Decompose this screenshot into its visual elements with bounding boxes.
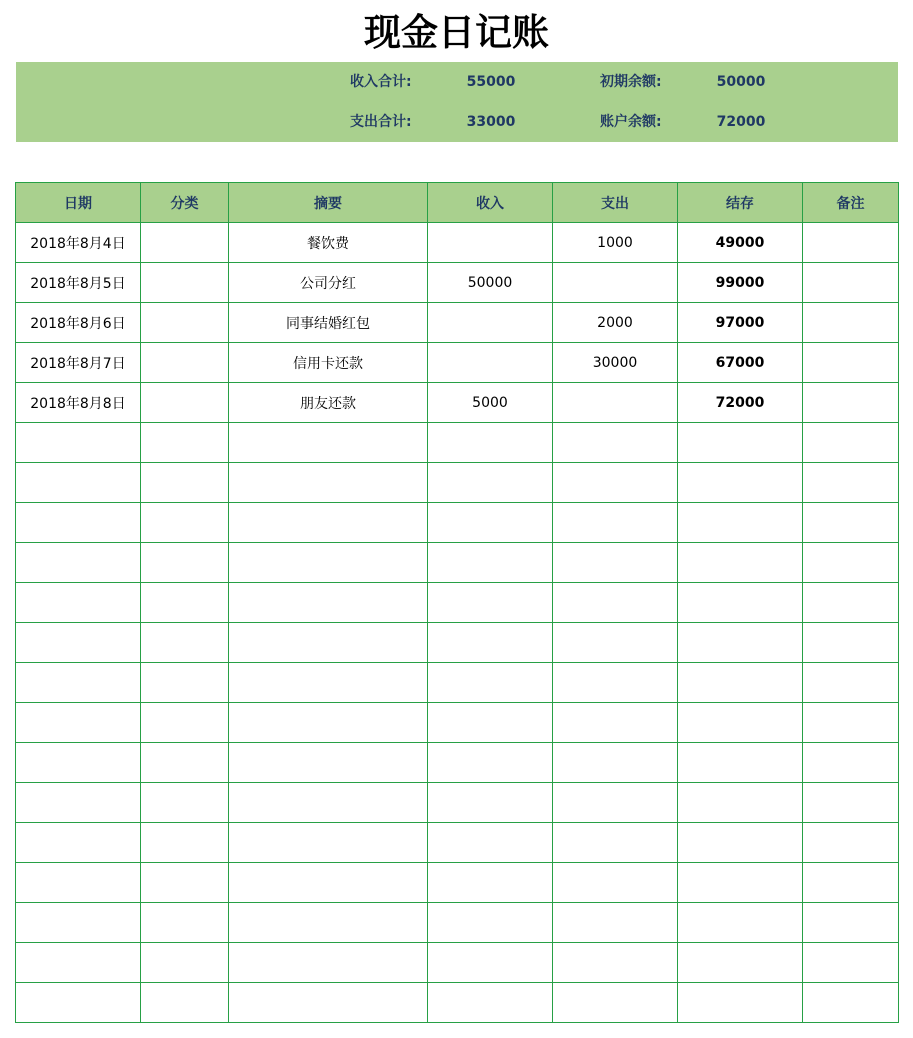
balance-cell[interactable] bbox=[678, 623, 803, 663]
table-row bbox=[16, 623, 899, 663]
remarks-cell[interactable] bbox=[803, 823, 899, 863]
summary-cell[interactable] bbox=[229, 503, 428, 543]
balance-cell[interactable]: 99000 bbox=[678, 263, 803, 303]
expense-cell[interactable] bbox=[553, 463, 678, 503]
header-row bbox=[16, 183, 899, 223]
date-cell[interactable] bbox=[16, 623, 141, 663]
table-row bbox=[16, 983, 899, 1023]
date-cell[interactable] bbox=[16, 863, 141, 903]
remarks-cell[interactable] bbox=[803, 703, 899, 743]
income-cell[interactable] bbox=[428, 223, 553, 263]
table-row bbox=[16, 943, 899, 983]
expense-cell[interactable] bbox=[553, 983, 678, 1023]
category-cell[interactable] bbox=[141, 663, 229, 703]
table-row bbox=[16, 223, 899, 263]
income-cell[interactable] bbox=[428, 343, 553, 383]
expense-total-label: 支出合计: bbox=[350, 114, 412, 130]
summary-panel bbox=[16, 62, 898, 142]
table-row bbox=[16, 463, 899, 503]
expense-cell[interactable] bbox=[553, 503, 678, 543]
summary-cell[interactable] bbox=[229, 663, 428, 703]
income-cell[interactable] bbox=[428, 463, 553, 503]
summary-cell[interactable] bbox=[229, 463, 428, 503]
category-cell[interactable] bbox=[141, 463, 229, 503]
date-cell[interactable] bbox=[16, 703, 141, 743]
summary-cell[interactable] bbox=[229, 623, 428, 663]
summary-cell[interactable] bbox=[229, 703, 428, 743]
remarks-cell[interactable] bbox=[803, 463, 899, 503]
expense-cell[interactable] bbox=[553, 543, 678, 583]
col-header-income[interactable]: 收入 bbox=[428, 183, 553, 223]
expense-cell[interactable]: 1000 bbox=[553, 223, 678, 263]
balance-cell[interactable] bbox=[678, 503, 803, 543]
remarks-cell[interactable] bbox=[803, 303, 899, 343]
table-row bbox=[16, 823, 899, 863]
income-cell[interactable] bbox=[428, 303, 553, 343]
income-cell[interactable] bbox=[428, 743, 553, 783]
expense-cell[interactable] bbox=[553, 903, 678, 943]
date-cell[interactable]: 2018年8月5日 bbox=[16, 263, 141, 303]
category-cell[interactable] bbox=[141, 623, 229, 663]
table-row bbox=[16, 863, 899, 903]
date-cell[interactable] bbox=[16, 743, 141, 783]
table-row bbox=[16, 663, 899, 703]
col-header-category[interactable]: 分类 bbox=[141, 183, 229, 223]
ledger-table bbox=[15, 182, 899, 1023]
balance-cell[interactable]: 97000 bbox=[678, 303, 803, 343]
income-cell[interactable] bbox=[428, 503, 553, 543]
expense-cell[interactable]: 30000 bbox=[553, 343, 678, 383]
category-cell[interactable] bbox=[141, 343, 229, 383]
table-row bbox=[16, 303, 899, 343]
date-cell[interactable] bbox=[16, 583, 141, 623]
date-cell[interactable] bbox=[16, 463, 141, 503]
summary-cell[interactable]: 同事结婚红包 bbox=[229, 303, 428, 343]
expense-cell[interactable] bbox=[553, 943, 678, 983]
summary-cell[interactable]: 信用卡还款 bbox=[229, 343, 428, 383]
income-cell[interactable] bbox=[428, 823, 553, 863]
date-cell[interactable]: 2018年8月4日 bbox=[16, 223, 141, 263]
remarks-cell[interactable] bbox=[803, 263, 899, 303]
income-total-value[interactable]: 55000 bbox=[466, 74, 516, 90]
col-header-expense[interactable]: 支出 bbox=[553, 183, 678, 223]
category-cell[interactable] bbox=[141, 263, 229, 303]
account-balance-value[interactable]: 72000 bbox=[716, 114, 766, 130]
date-cell[interactable] bbox=[16, 503, 141, 543]
balance-cell[interactable] bbox=[678, 823, 803, 863]
page-title: 现金日记账 bbox=[364, 11, 549, 54]
summary-cell[interactable] bbox=[229, 543, 428, 583]
date-cell[interactable] bbox=[16, 423, 141, 463]
balance-cell[interactable] bbox=[678, 983, 803, 1023]
income-cell[interactable]: 5000 bbox=[428, 383, 553, 423]
remarks-cell[interactable] bbox=[803, 583, 899, 623]
table-row bbox=[16, 543, 899, 583]
income-cell[interactable] bbox=[428, 623, 553, 663]
remarks-cell[interactable] bbox=[803, 863, 899, 903]
balance-cell[interactable]: 49000 bbox=[678, 223, 803, 263]
balance-cell[interactable] bbox=[678, 903, 803, 943]
category-cell[interactable] bbox=[141, 503, 229, 543]
summary-cell[interactable]: 朋友还款 bbox=[229, 383, 428, 423]
summary-cell[interactable]: 餐饮费 bbox=[229, 223, 428, 263]
balance-cell[interactable]: 72000 bbox=[678, 383, 803, 423]
col-header-remarks[interactable]: 备注 bbox=[803, 183, 899, 223]
summary-cell[interactable] bbox=[229, 423, 428, 463]
opening-balance-value[interactable]: 50000 bbox=[716, 74, 766, 90]
remarks-cell[interactable] bbox=[803, 623, 899, 663]
table-row bbox=[16, 583, 899, 623]
remarks-cell[interactable] bbox=[803, 543, 899, 583]
balance-cell[interactable] bbox=[678, 543, 803, 583]
summary-cell[interactable] bbox=[229, 983, 428, 1023]
balance-cell[interactable] bbox=[678, 863, 803, 903]
category-cell[interactable] bbox=[141, 583, 229, 623]
expense-cell[interactable] bbox=[553, 383, 678, 423]
income-cell[interactable] bbox=[428, 543, 553, 583]
remarks-cell[interactable] bbox=[803, 223, 899, 263]
remarks-cell[interactable] bbox=[803, 743, 899, 783]
income-cell[interactable] bbox=[428, 583, 553, 623]
balance-cell[interactable] bbox=[678, 743, 803, 783]
balance-cell[interactable]: 67000 bbox=[678, 343, 803, 383]
income-cell[interactable] bbox=[428, 983, 553, 1023]
remarks-cell[interactable] bbox=[803, 423, 899, 463]
table-row bbox=[16, 903, 899, 943]
expense-cell[interactable] bbox=[553, 583, 678, 623]
table-row bbox=[16, 503, 899, 543]
table-row bbox=[16, 783, 899, 823]
table-row bbox=[16, 343, 899, 383]
category-cell[interactable] bbox=[141, 743, 229, 783]
expense-cell[interactable] bbox=[553, 743, 678, 783]
remarks-cell[interactable] bbox=[803, 383, 899, 423]
expense-cell[interactable] bbox=[553, 663, 678, 703]
category-cell[interactable] bbox=[141, 703, 229, 743]
summary-cell[interactable] bbox=[229, 783, 428, 823]
remarks-cell[interactable] bbox=[803, 943, 899, 983]
balance-cell[interactable] bbox=[678, 703, 803, 743]
expense-cell[interactable] bbox=[553, 863, 678, 903]
category-cell[interactable] bbox=[141, 823, 229, 863]
col-header-date[interactable]: 日期 bbox=[16, 183, 141, 223]
balance-cell[interactable] bbox=[678, 463, 803, 503]
summary-cell[interactable] bbox=[229, 823, 428, 863]
date-cell[interactable] bbox=[16, 823, 141, 863]
income-cell[interactable] bbox=[428, 943, 553, 983]
category-cell[interactable] bbox=[141, 983, 229, 1023]
expense-cell[interactable] bbox=[553, 703, 678, 743]
expense-cell[interactable] bbox=[553, 823, 678, 863]
date-cell[interactable] bbox=[16, 783, 141, 823]
category-cell[interactable] bbox=[141, 423, 229, 463]
category-cell[interactable] bbox=[141, 303, 229, 343]
date-cell[interactable] bbox=[16, 983, 141, 1023]
category-cell[interactable] bbox=[141, 783, 229, 823]
remarks-cell[interactable] bbox=[803, 783, 899, 823]
table-row bbox=[16, 423, 899, 463]
income-cell[interactable] bbox=[428, 703, 553, 743]
remarks-cell[interactable] bbox=[803, 903, 899, 943]
date-cell[interactable] bbox=[16, 903, 141, 943]
expense-cell[interactable] bbox=[553, 623, 678, 663]
income-cell[interactable] bbox=[428, 903, 553, 943]
income-cell[interactable]: 50000 bbox=[428, 263, 553, 303]
expense-total-value[interactable]: 33000 bbox=[466, 114, 516, 130]
table-row bbox=[16, 263, 899, 303]
date-cell[interactable] bbox=[16, 543, 141, 583]
date-cell[interactable]: 2018年8月7日 bbox=[16, 343, 141, 383]
date-cell[interactable]: 2018年8月8日 bbox=[16, 383, 141, 423]
expense-cell[interactable] bbox=[553, 263, 678, 303]
col-header-summary[interactable]: 摘要 bbox=[229, 183, 428, 223]
date-cell[interactable] bbox=[16, 943, 141, 983]
category-cell[interactable] bbox=[141, 903, 229, 943]
summary-cell[interactable] bbox=[229, 583, 428, 623]
income-total-label: 收入合计: bbox=[350, 74, 412, 90]
remarks-cell[interactable] bbox=[803, 663, 899, 703]
expense-cell[interactable]: 2000 bbox=[553, 303, 678, 343]
category-cell[interactable] bbox=[141, 383, 229, 423]
category-cell[interactable] bbox=[141, 863, 229, 903]
balance-cell[interactable] bbox=[678, 423, 803, 463]
remarks-cell[interactable] bbox=[803, 983, 899, 1023]
summary-cell[interactable] bbox=[229, 743, 428, 783]
account-balance-label: 账户余额: bbox=[600, 114, 662, 130]
income-cell[interactable] bbox=[428, 423, 553, 463]
expense-cell[interactable] bbox=[553, 783, 678, 823]
income-cell[interactable] bbox=[428, 663, 553, 703]
table-row bbox=[16, 383, 899, 423]
income-cell[interactable] bbox=[428, 783, 553, 823]
summary-cell[interactable]: 公司分红 bbox=[229, 263, 428, 303]
balance-cell[interactable] bbox=[678, 943, 803, 983]
date-cell[interactable]: 2018年8月6日 bbox=[16, 303, 141, 343]
summary-cell[interactable] bbox=[229, 863, 428, 903]
summary-cell[interactable] bbox=[229, 943, 428, 983]
opening-balance-label: 初期余额: bbox=[600, 74, 662, 90]
remarks-cell[interactable] bbox=[803, 343, 899, 383]
table-row bbox=[16, 743, 899, 783]
date-cell[interactable] bbox=[16, 663, 141, 703]
col-header-balance[interactable]: 结存 bbox=[678, 183, 803, 223]
income-cell[interactable] bbox=[428, 863, 553, 903]
remarks-cell[interactable] bbox=[803, 503, 899, 543]
table-row bbox=[16, 703, 899, 743]
balance-cell[interactable] bbox=[678, 583, 803, 623]
summary-cell[interactable] bbox=[229, 903, 428, 943]
balance-cell[interactable] bbox=[678, 663, 803, 703]
category-cell[interactable] bbox=[141, 943, 229, 983]
category-cell[interactable] bbox=[141, 543, 229, 583]
category-cell[interactable] bbox=[141, 223, 229, 263]
expense-cell[interactable] bbox=[553, 423, 678, 463]
balance-cell[interactable] bbox=[678, 783, 803, 823]
